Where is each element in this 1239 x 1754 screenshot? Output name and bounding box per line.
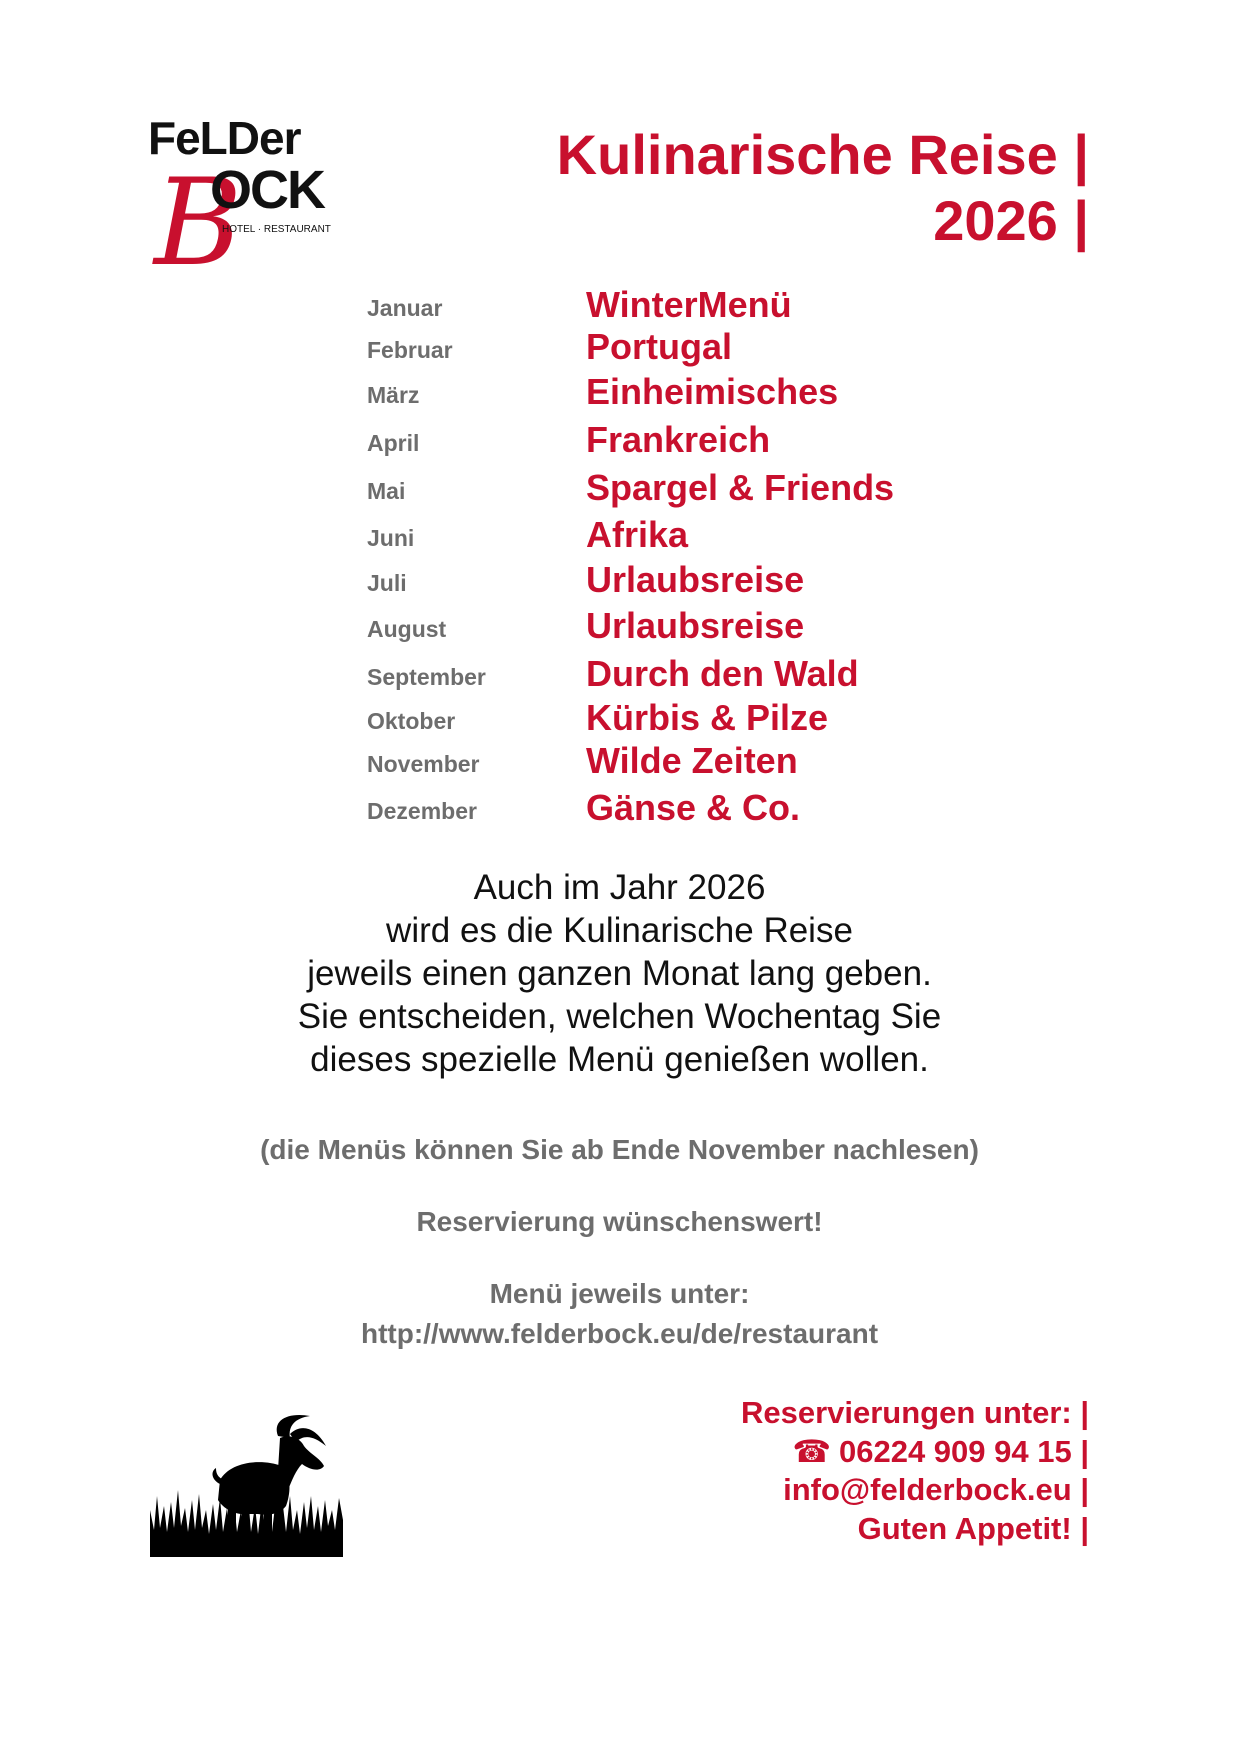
logo-line2: OCK: [210, 160, 324, 220]
logo-line1: FeLDer: [148, 112, 301, 164]
month-theme: Einheimisches: [586, 371, 839, 412]
month-label: Januar: [367, 295, 443, 321]
intro-paragraph: [0, 866, 1239, 1081]
month-label: Juni: [367, 525, 415, 551]
contact-closing: Guten Appetit! |: [857, 1510, 1089, 1546]
schedule-row: [367, 282, 1067, 326]
intro-line: dieses spezielle Menü genießen wollen.: [310, 1040, 929, 1079]
schedule-row: [367, 557, 1067, 601]
month-theme: Spargel & Friends: [586, 467, 895, 508]
schedule-row: [367, 324, 1067, 368]
month-theme: Gänse & Co.: [586, 787, 801, 828]
month-theme: Urlaubsreise: [586, 605, 805, 646]
month-label: August: [367, 616, 447, 642]
schedule-row: [367, 417, 1067, 461]
schedule-row: [367, 603, 1067, 647]
contact-phone[interactable]: 06224 909 94 15 |: [838, 1433, 1089, 1469]
schedule-row: [367, 651, 1067, 695]
contact-heading: Reservierungen unter: |: [740, 1395, 1089, 1430]
menu-label: Menü jeweils unter:: [489, 1278, 750, 1309]
month-theme: Urlaubsreise: [586, 559, 805, 600]
schedule-row: [367, 738, 1067, 782]
logo-subtitle: HOTEL · RESTAURANT: [222, 224, 331, 235]
telephone-icon: ☎: [792, 1433, 831, 1469]
intro-line: jeweils einen ganzen Monat lang geben.: [307, 954, 932, 993]
menu-url-link[interactable]: http://www.felderbock.eu/de/restaurant: [360, 1318, 879, 1349]
intro-line: wird es die Kulinarische Reise: [386, 911, 853, 950]
month-label: Juli: [367, 570, 407, 596]
month-label: November: [367, 751, 480, 777]
intro-line: Auch im Jahr 2026: [473, 868, 766, 907]
month-theme: Afrika: [586, 514, 689, 555]
title-line-2: 2026 |: [933, 189, 1089, 252]
month-label: Februar: [367, 337, 453, 363]
menus-note: (die Menüs können Sie ab Ende November nachlesen): [260, 1134, 979, 1165]
schedule-row: [367, 369, 1067, 413]
goat-silhouette: [150, 1410, 343, 1557]
page-title: [557, 122, 1089, 254]
month-label: März: [367, 382, 420, 408]
month-label: Dezember: [367, 798, 477, 824]
reservation-note: Reservierung wünschenswert!: [416, 1206, 823, 1237]
schedule-row: [367, 785, 1067, 829]
month-theme: Portugal: [586, 326, 733, 367]
contact-email[interactable]: info@felderbock.eu |: [783, 1472, 1089, 1507]
month-label: September: [367, 664, 486, 690]
intro-line: Sie entscheiden, welchen Wochentag Sie: [297, 997, 942, 1036]
logo-initial: B: [154, 154, 243, 280]
felderbock-logo: [148, 112, 348, 280]
schedule-row: [367, 695, 1067, 739]
month-theme: WinterMenü: [586, 284, 792, 325]
month-label: Oktober: [367, 708, 456, 734]
month-theme: Frankreich: [586, 419, 771, 460]
title-line-1: Kulinarische Reise |: [556, 123, 1089, 186]
contact-block: [741, 1394, 1089, 1548]
month-label: April: [367, 430, 420, 456]
schedule-row: [367, 465, 1067, 509]
month-theme: Kürbis & Pilze: [586, 697, 829, 738]
month-theme: Durch den Wald: [586, 653, 859, 694]
schedule-row: [367, 512, 1067, 556]
month-label: Mai: [367, 478, 406, 504]
contact-phone-line: [741, 1433, 1089, 1472]
month-theme: Wilde Zeiten: [586, 740, 798, 781]
